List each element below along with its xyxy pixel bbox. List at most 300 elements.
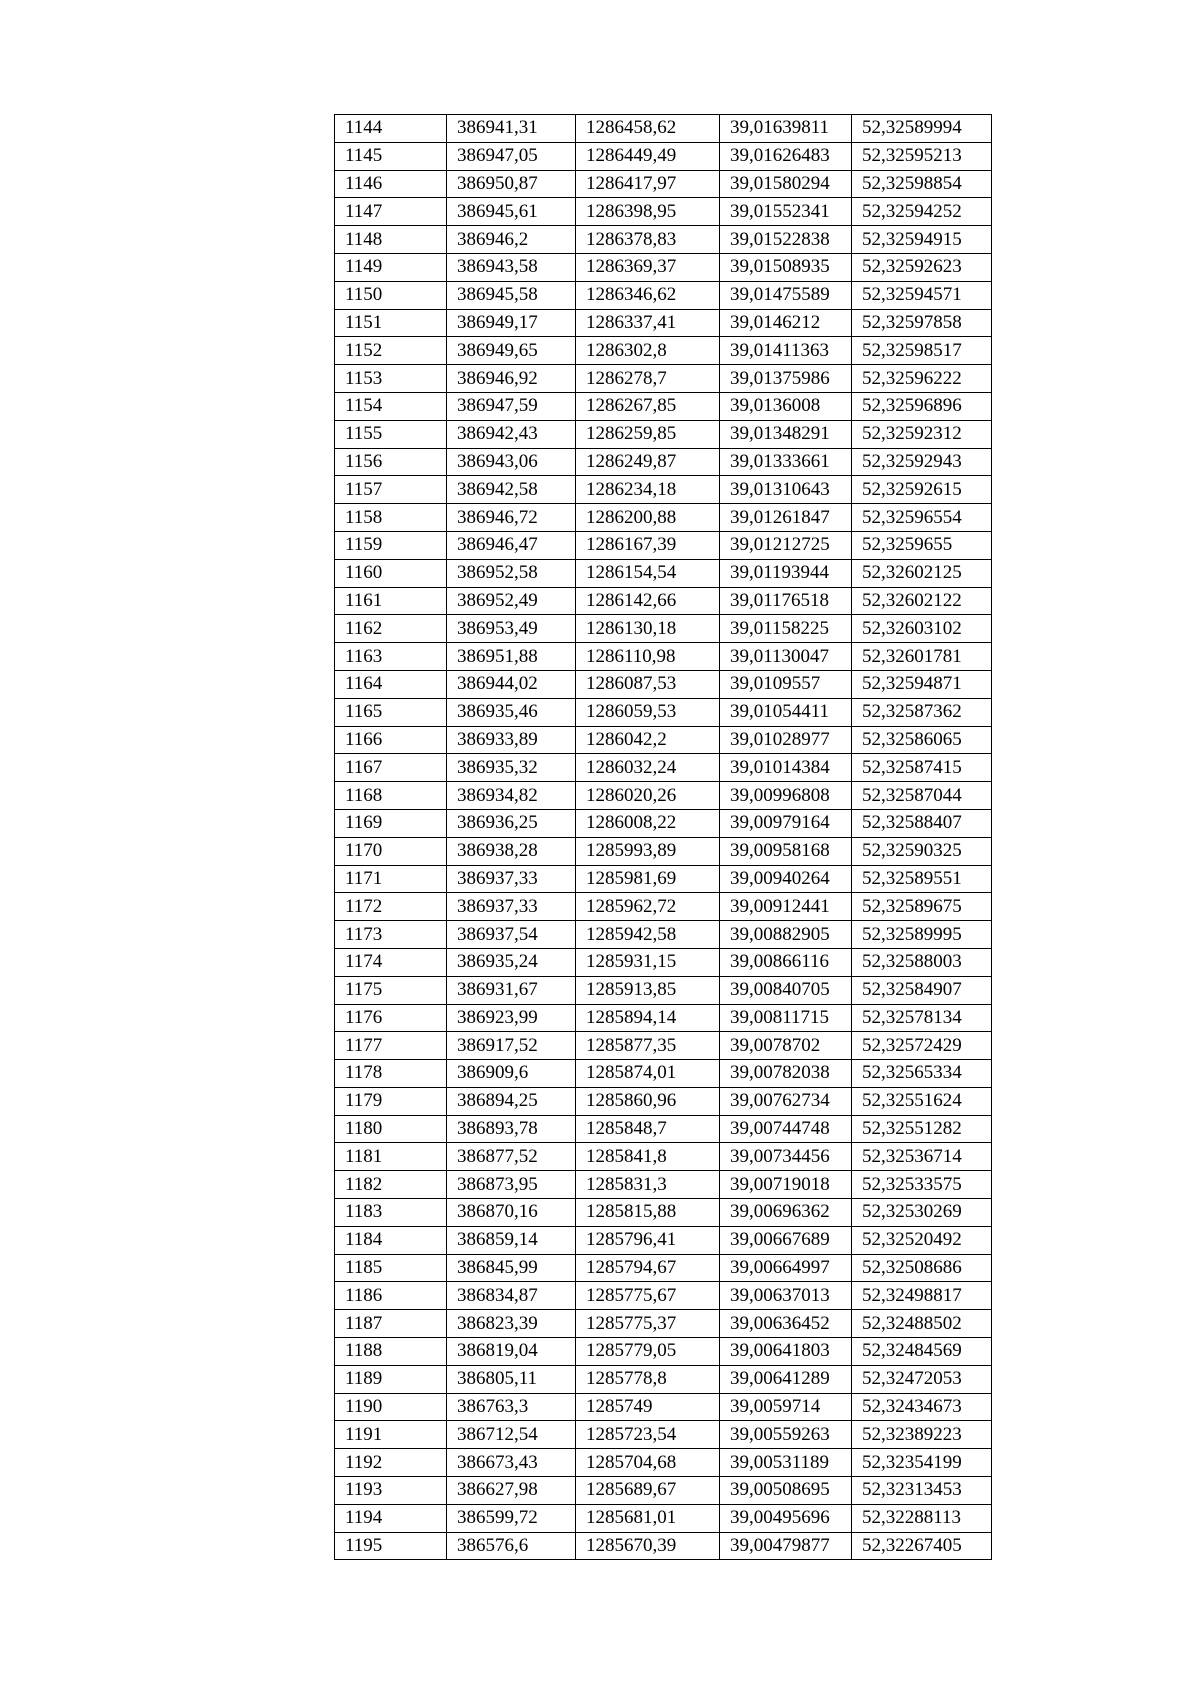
table-row xyxy=(335,921,992,949)
latitude-cell: 52,32587362 xyxy=(852,698,992,726)
x-coordinate-cell: 386936,25 xyxy=(447,809,576,837)
latitude-cell: 52,32587044 xyxy=(852,782,992,810)
x-coordinate-cell: 386942,58 xyxy=(447,476,576,504)
latitude-cell: 52,32596896 xyxy=(852,392,992,420)
latitude-cell: 52,32589551 xyxy=(852,865,992,893)
x-coordinate-cell: 386946,47 xyxy=(447,531,576,559)
point-number-cell: 1182 xyxy=(335,1171,447,1199)
table-row xyxy=(335,615,992,643)
point-number-cell: 1176 xyxy=(335,1004,447,1032)
point-number-cell: 1193 xyxy=(335,1477,447,1505)
latitude-cell: 52,32572429 xyxy=(852,1032,992,1060)
longitude-cell: 39,00495696 xyxy=(720,1504,852,1532)
x-coordinate-cell: 386917,52 xyxy=(447,1032,576,1060)
x-coordinate-cell: 386942,43 xyxy=(447,420,576,448)
longitude-cell: 39,00866116 xyxy=(720,948,852,976)
table-row xyxy=(335,309,992,337)
latitude-cell: 52,32588003 xyxy=(852,948,992,976)
longitude-cell: 39,0109557 xyxy=(720,670,852,698)
point-number-cell: 1153 xyxy=(335,365,447,393)
latitude-cell: 52,32508686 xyxy=(852,1254,992,1282)
longitude-cell: 39,00559263 xyxy=(720,1421,852,1449)
longitude-cell: 39,01626483 xyxy=(720,142,852,170)
latitude-cell: 52,32313453 xyxy=(852,1477,992,1505)
latitude-cell: 52,32594871 xyxy=(852,670,992,698)
longitude-cell: 39,00641803 xyxy=(720,1338,852,1366)
x-coordinate-cell: 386712,54 xyxy=(447,1421,576,1449)
longitude-cell: 39,00508695 xyxy=(720,1477,852,1505)
longitude-cell: 39,00811715 xyxy=(720,1004,852,1032)
x-coordinate-cell: 386935,32 xyxy=(447,754,576,782)
x-coordinate-cell: 386947,05 xyxy=(447,142,576,170)
y-coordinate-cell: 1286032,24 xyxy=(576,754,720,782)
point-number-cell: 1185 xyxy=(335,1254,447,1282)
y-coordinate-cell: 1286059,53 xyxy=(576,698,720,726)
longitude-cell: 39,01411363 xyxy=(720,337,852,365)
longitude-cell: 39,01639811 xyxy=(720,115,852,143)
longitude-cell: 39,00782038 xyxy=(720,1060,852,1088)
y-coordinate-cell: 1285778,8 xyxy=(576,1365,720,1393)
y-coordinate-cell: 1286008,22 xyxy=(576,809,720,837)
y-coordinate-cell: 1285860,96 xyxy=(576,1087,720,1115)
x-coordinate-cell: 386873,95 xyxy=(447,1171,576,1199)
y-coordinate-cell: 1286378,83 xyxy=(576,226,720,254)
table-row xyxy=(335,559,992,587)
table-row xyxy=(335,1365,992,1393)
longitude-cell: 39,00762734 xyxy=(720,1087,852,1115)
y-coordinate-cell: 1285681,01 xyxy=(576,1504,720,1532)
point-number-cell: 1148 xyxy=(335,226,447,254)
longitude-cell: 39,00958168 xyxy=(720,837,852,865)
latitude-cell: 52,32267405 xyxy=(852,1532,992,1560)
point-number-cell: 1181 xyxy=(335,1143,447,1171)
y-coordinate-cell: 1286200,88 xyxy=(576,504,720,532)
point-number-cell: 1189 xyxy=(335,1365,447,1393)
longitude-cell: 39,01193944 xyxy=(720,559,852,587)
y-coordinate-cell: 1285942,58 xyxy=(576,921,720,949)
latitude-cell: 52,32588407 xyxy=(852,809,992,837)
x-coordinate-cell: 386763,3 xyxy=(447,1393,576,1421)
latitude-cell: 52,32595213 xyxy=(852,142,992,170)
y-coordinate-cell: 1285877,35 xyxy=(576,1032,720,1060)
latitude-cell: 52,32434673 xyxy=(852,1393,992,1421)
latitude-cell: 52,32603102 xyxy=(852,615,992,643)
x-coordinate-cell: 386673,43 xyxy=(447,1449,576,1477)
table-row xyxy=(335,1421,992,1449)
point-number-cell: 1178 xyxy=(335,1060,447,1088)
table-row xyxy=(335,1143,992,1171)
table-row xyxy=(335,1393,992,1421)
latitude-cell: 52,32598854 xyxy=(852,170,992,198)
longitude-cell: 39,0136008 xyxy=(720,392,852,420)
latitude-cell: 52,32587415 xyxy=(852,754,992,782)
y-coordinate-cell: 1285775,37 xyxy=(576,1310,720,1338)
x-coordinate-cell: 386931,67 xyxy=(447,976,576,1004)
x-coordinate-cell: 386949,65 xyxy=(447,337,576,365)
y-coordinate-cell: 1286142,66 xyxy=(576,587,720,615)
table-row xyxy=(335,670,992,698)
table-row xyxy=(335,865,992,893)
longitude-cell: 39,00641289 xyxy=(720,1365,852,1393)
table-row xyxy=(335,1477,992,1505)
y-coordinate-cell: 1286267,85 xyxy=(576,392,720,420)
x-coordinate-cell: 386941,31 xyxy=(447,115,576,143)
x-coordinate-cell: 386953,49 xyxy=(447,615,576,643)
table-row xyxy=(335,420,992,448)
x-coordinate-cell: 386805,11 xyxy=(447,1365,576,1393)
point-number-cell: 1154 xyxy=(335,392,447,420)
table-row xyxy=(335,365,992,393)
x-coordinate-cell: 386947,59 xyxy=(447,392,576,420)
latitude-cell: 52,32551624 xyxy=(852,1087,992,1115)
point-number-cell: 1186 xyxy=(335,1282,447,1310)
x-coordinate-cell: 386599,72 xyxy=(447,1504,576,1532)
latitude-cell: 52,32589675 xyxy=(852,893,992,921)
y-coordinate-cell: 1286417,97 xyxy=(576,170,720,198)
longitude-cell: 39,01508935 xyxy=(720,253,852,281)
latitude-cell: 52,32589994 xyxy=(852,115,992,143)
longitude-cell: 39,01212725 xyxy=(720,531,852,559)
longitude-cell: 39,00696362 xyxy=(720,1199,852,1227)
y-coordinate-cell: 1286020,26 xyxy=(576,782,720,810)
table-row xyxy=(335,1171,992,1199)
latitude-cell: 52,32592615 xyxy=(852,476,992,504)
table-row xyxy=(335,1254,992,1282)
latitude-cell: 52,32594571 xyxy=(852,281,992,309)
table-row xyxy=(335,587,992,615)
latitude-cell: 52,32565334 xyxy=(852,1060,992,1088)
point-number-cell: 1165 xyxy=(335,698,447,726)
latitude-cell: 52,32601781 xyxy=(852,643,992,671)
y-coordinate-cell: 1286458,62 xyxy=(576,115,720,143)
x-coordinate-cell: 386944,02 xyxy=(447,670,576,698)
y-coordinate-cell: 1285913,85 xyxy=(576,976,720,1004)
point-number-cell: 1177 xyxy=(335,1032,447,1060)
longitude-cell: 39,00940264 xyxy=(720,865,852,893)
y-coordinate-cell: 1285831,3 xyxy=(576,1171,720,1199)
latitude-cell: 52,32498817 xyxy=(852,1282,992,1310)
point-number-cell: 1151 xyxy=(335,309,447,337)
y-coordinate-cell: 1286346,62 xyxy=(576,281,720,309)
x-coordinate-cell: 386819,04 xyxy=(447,1338,576,1366)
longitude-cell: 39,00719018 xyxy=(720,1171,852,1199)
table-row xyxy=(335,392,992,420)
coordinates-table xyxy=(334,114,992,1560)
x-coordinate-cell: 386834,87 xyxy=(447,1282,576,1310)
y-coordinate-cell: 1286167,39 xyxy=(576,531,720,559)
y-coordinate-cell: 1285993,89 xyxy=(576,837,720,865)
x-coordinate-cell: 386894,25 xyxy=(447,1087,576,1115)
x-coordinate-cell: 386877,52 xyxy=(447,1143,576,1171)
y-coordinate-cell: 1286369,37 xyxy=(576,253,720,281)
latitude-cell: 52,32586065 xyxy=(852,726,992,754)
y-coordinate-cell: 1285894,14 xyxy=(576,1004,720,1032)
point-number-cell: 1156 xyxy=(335,448,447,476)
x-coordinate-cell: 386909,6 xyxy=(447,1060,576,1088)
longitude-cell: 39,00840705 xyxy=(720,976,852,1004)
longitude-cell: 39,01130047 xyxy=(720,643,852,671)
y-coordinate-cell: 1286087,53 xyxy=(576,670,720,698)
x-coordinate-cell: 386938,28 xyxy=(447,837,576,865)
x-coordinate-cell: 386937,54 xyxy=(447,921,576,949)
longitude-cell: 39,00636452 xyxy=(720,1310,852,1338)
table-row xyxy=(335,1087,992,1115)
point-number-cell: 1179 xyxy=(335,1087,447,1115)
table-row xyxy=(335,504,992,532)
table-row xyxy=(335,115,992,143)
point-number-cell: 1157 xyxy=(335,476,447,504)
x-coordinate-cell: 386949,17 xyxy=(447,309,576,337)
y-coordinate-cell: 1286449,49 xyxy=(576,142,720,170)
y-coordinate-cell: 1286234,18 xyxy=(576,476,720,504)
latitude-cell: 52,32598517 xyxy=(852,337,992,365)
table-row xyxy=(335,698,992,726)
table-row xyxy=(335,1532,992,1560)
table-row xyxy=(335,337,992,365)
table-row xyxy=(335,531,992,559)
y-coordinate-cell: 1285794,67 xyxy=(576,1254,720,1282)
point-number-cell: 1166 xyxy=(335,726,447,754)
y-coordinate-cell: 1285815,88 xyxy=(576,1199,720,1227)
point-number-cell: 1192 xyxy=(335,1449,447,1477)
table-row xyxy=(335,1032,992,1060)
y-coordinate-cell: 1286278,7 xyxy=(576,365,720,393)
table-row xyxy=(335,837,992,865)
x-coordinate-cell: 386935,46 xyxy=(447,698,576,726)
y-coordinate-cell: 1285841,8 xyxy=(576,1143,720,1171)
point-number-cell: 1159 xyxy=(335,531,447,559)
y-coordinate-cell: 1285848,7 xyxy=(576,1115,720,1143)
table-row xyxy=(335,754,992,782)
point-number-cell: 1155 xyxy=(335,420,447,448)
point-number-cell: 1169 xyxy=(335,809,447,837)
x-coordinate-cell: 386823,39 xyxy=(447,1310,576,1338)
longitude-cell: 39,01522838 xyxy=(720,226,852,254)
table-row xyxy=(335,281,992,309)
table-row xyxy=(335,1282,992,1310)
point-number-cell: 1152 xyxy=(335,337,447,365)
point-number-cell: 1145 xyxy=(335,142,447,170)
point-number-cell: 1172 xyxy=(335,893,447,921)
longitude-cell: 39,01375986 xyxy=(720,365,852,393)
table-row xyxy=(335,448,992,476)
latitude-cell: 52,32584907 xyxy=(852,976,992,1004)
latitude-cell: 52,32533575 xyxy=(852,1171,992,1199)
longitude-cell: 39,01310643 xyxy=(720,476,852,504)
longitude-cell: 39,00882905 xyxy=(720,921,852,949)
table-row xyxy=(335,253,992,281)
longitude-cell: 39,00637013 xyxy=(720,1282,852,1310)
y-coordinate-cell: 1286302,8 xyxy=(576,337,720,365)
table-row xyxy=(335,948,992,976)
longitude-cell: 39,00664997 xyxy=(720,1254,852,1282)
point-number-cell: 1183 xyxy=(335,1199,447,1227)
point-number-cell: 1171 xyxy=(335,865,447,893)
x-coordinate-cell: 386845,99 xyxy=(447,1254,576,1282)
longitude-cell: 39,01348291 xyxy=(720,420,852,448)
x-coordinate-cell: 386943,58 xyxy=(447,253,576,281)
latitude-cell: 52,32551282 xyxy=(852,1115,992,1143)
longitude-cell: 39,01028977 xyxy=(720,726,852,754)
coordinates-table-body xyxy=(335,115,992,1560)
longitude-cell: 39,0059714 xyxy=(720,1393,852,1421)
point-number-cell: 1175 xyxy=(335,976,447,1004)
y-coordinate-cell: 1285874,01 xyxy=(576,1060,720,1088)
x-coordinate-cell: 386627,98 xyxy=(447,1477,576,1505)
point-number-cell: 1160 xyxy=(335,559,447,587)
point-number-cell: 1174 xyxy=(335,948,447,976)
table-row xyxy=(335,1060,992,1088)
x-coordinate-cell: 386937,33 xyxy=(447,893,576,921)
point-number-cell: 1168 xyxy=(335,782,447,810)
point-number-cell: 1170 xyxy=(335,837,447,865)
y-coordinate-cell: 1286154,54 xyxy=(576,559,720,587)
longitude-cell: 39,00979164 xyxy=(720,809,852,837)
latitude-cell: 52,32578134 xyxy=(852,1004,992,1032)
latitude-cell: 52,32602125 xyxy=(852,559,992,587)
point-number-cell: 1161 xyxy=(335,587,447,615)
point-number-cell: 1164 xyxy=(335,670,447,698)
table-row xyxy=(335,643,992,671)
longitude-cell: 39,01552341 xyxy=(720,198,852,226)
y-coordinate-cell: 1285689,67 xyxy=(576,1477,720,1505)
latitude-cell: 52,32530269 xyxy=(852,1199,992,1227)
latitude-cell: 52,32592623 xyxy=(852,253,992,281)
table-row xyxy=(335,1310,992,1338)
longitude-cell: 39,01158225 xyxy=(720,615,852,643)
x-coordinate-cell: 386946,2 xyxy=(447,226,576,254)
point-number-cell: 1188 xyxy=(335,1338,447,1366)
latitude-cell: 52,32592312 xyxy=(852,420,992,448)
y-coordinate-cell: 1285775,67 xyxy=(576,1282,720,1310)
y-coordinate-cell: 1286110,98 xyxy=(576,643,720,671)
table-row xyxy=(335,170,992,198)
longitude-cell: 39,01176518 xyxy=(720,587,852,615)
y-coordinate-cell: 1286398,95 xyxy=(576,198,720,226)
latitude-cell: 52,32520492 xyxy=(852,1226,992,1254)
y-coordinate-cell: 1285749 xyxy=(576,1393,720,1421)
y-coordinate-cell: 1285670,39 xyxy=(576,1532,720,1560)
latitude-cell: 52,32354199 xyxy=(852,1449,992,1477)
longitude-cell: 39,00996808 xyxy=(720,782,852,810)
point-number-cell: 1146 xyxy=(335,170,447,198)
latitude-cell: 52,3259655 xyxy=(852,531,992,559)
point-number-cell: 1173 xyxy=(335,921,447,949)
latitude-cell: 52,32596554 xyxy=(852,504,992,532)
x-coordinate-cell: 386870,16 xyxy=(447,1199,576,1227)
x-coordinate-cell: 386859,14 xyxy=(447,1226,576,1254)
longitude-cell: 39,00667689 xyxy=(720,1226,852,1254)
x-coordinate-cell: 386950,87 xyxy=(447,170,576,198)
table-row xyxy=(335,476,992,504)
table-row xyxy=(335,1115,992,1143)
y-coordinate-cell: 1285796,41 xyxy=(576,1226,720,1254)
table-row xyxy=(335,198,992,226)
x-coordinate-cell: 386893,78 xyxy=(447,1115,576,1143)
y-coordinate-cell: 1285704,68 xyxy=(576,1449,720,1477)
point-number-cell: 1150 xyxy=(335,281,447,309)
x-coordinate-cell: 386937,33 xyxy=(447,865,576,893)
latitude-cell: 52,32594915 xyxy=(852,226,992,254)
latitude-cell: 52,32592943 xyxy=(852,448,992,476)
table-row xyxy=(335,1338,992,1366)
x-coordinate-cell: 386946,72 xyxy=(447,504,576,532)
table-row xyxy=(335,226,992,254)
longitude-cell: 39,01333661 xyxy=(720,448,852,476)
table-row xyxy=(335,142,992,170)
latitude-cell: 52,32602122 xyxy=(852,587,992,615)
x-coordinate-cell: 386933,89 xyxy=(447,726,576,754)
y-coordinate-cell: 1285981,69 xyxy=(576,865,720,893)
point-number-cell: 1167 xyxy=(335,754,447,782)
y-coordinate-cell: 1285779,05 xyxy=(576,1338,720,1366)
x-coordinate-cell: 386935,24 xyxy=(447,948,576,976)
longitude-cell: 39,00734456 xyxy=(720,1143,852,1171)
longitude-cell: 39,0146212 xyxy=(720,309,852,337)
longitude-cell: 39,01054411 xyxy=(720,698,852,726)
x-coordinate-cell: 386934,82 xyxy=(447,782,576,810)
x-coordinate-cell: 386952,58 xyxy=(447,559,576,587)
y-coordinate-cell: 1285931,15 xyxy=(576,948,720,976)
longitude-cell: 39,01580294 xyxy=(720,170,852,198)
longitude-cell: 39,00531189 xyxy=(720,1449,852,1477)
latitude-cell: 52,32594252 xyxy=(852,198,992,226)
x-coordinate-cell: 386943,06 xyxy=(447,448,576,476)
table-row xyxy=(335,726,992,754)
longitude-cell: 39,00479877 xyxy=(720,1532,852,1560)
y-coordinate-cell: 1286042,2 xyxy=(576,726,720,754)
y-coordinate-cell: 1286259,85 xyxy=(576,420,720,448)
y-coordinate-cell: 1286249,87 xyxy=(576,448,720,476)
point-number-cell: 1191 xyxy=(335,1421,447,1449)
latitude-cell: 52,32596222 xyxy=(852,365,992,393)
x-coordinate-cell: 386576,6 xyxy=(447,1532,576,1560)
table-row xyxy=(335,976,992,1004)
point-number-cell: 1162 xyxy=(335,615,447,643)
longitude-cell: 39,00912441 xyxy=(720,893,852,921)
latitude-cell: 52,32484569 xyxy=(852,1338,992,1366)
point-number-cell: 1187 xyxy=(335,1310,447,1338)
x-coordinate-cell: 386951,88 xyxy=(447,643,576,671)
table-row xyxy=(335,1226,992,1254)
x-coordinate-cell: 386946,92 xyxy=(447,365,576,393)
longitude-cell: 39,01261847 xyxy=(720,504,852,532)
latitude-cell: 52,32288113 xyxy=(852,1504,992,1532)
latitude-cell: 52,32472053 xyxy=(852,1365,992,1393)
latitude-cell: 52,32488502 xyxy=(852,1310,992,1338)
point-number-cell: 1163 xyxy=(335,643,447,671)
point-number-cell: 1144 xyxy=(335,115,447,143)
longitude-cell: 39,01014384 xyxy=(720,754,852,782)
point-number-cell: 1190 xyxy=(335,1393,447,1421)
x-coordinate-cell: 386923,99 xyxy=(447,1004,576,1032)
x-coordinate-cell: 386945,61 xyxy=(447,198,576,226)
table-row xyxy=(335,809,992,837)
point-number-cell: 1149 xyxy=(335,253,447,281)
longitude-cell: 39,0078702 xyxy=(720,1032,852,1060)
y-coordinate-cell: 1285962,72 xyxy=(576,893,720,921)
x-coordinate-cell: 386952,49 xyxy=(447,587,576,615)
point-number-cell: 1147 xyxy=(335,198,447,226)
point-number-cell: 1195 xyxy=(335,1532,447,1560)
point-number-cell: 1194 xyxy=(335,1504,447,1532)
y-coordinate-cell: 1285723,54 xyxy=(576,1421,720,1449)
latitude-cell: 52,32589995 xyxy=(852,921,992,949)
point-number-cell: 1158 xyxy=(335,504,447,532)
longitude-cell: 39,01475589 xyxy=(720,281,852,309)
latitude-cell: 52,32389223 xyxy=(852,1421,992,1449)
point-number-cell: 1180 xyxy=(335,1115,447,1143)
